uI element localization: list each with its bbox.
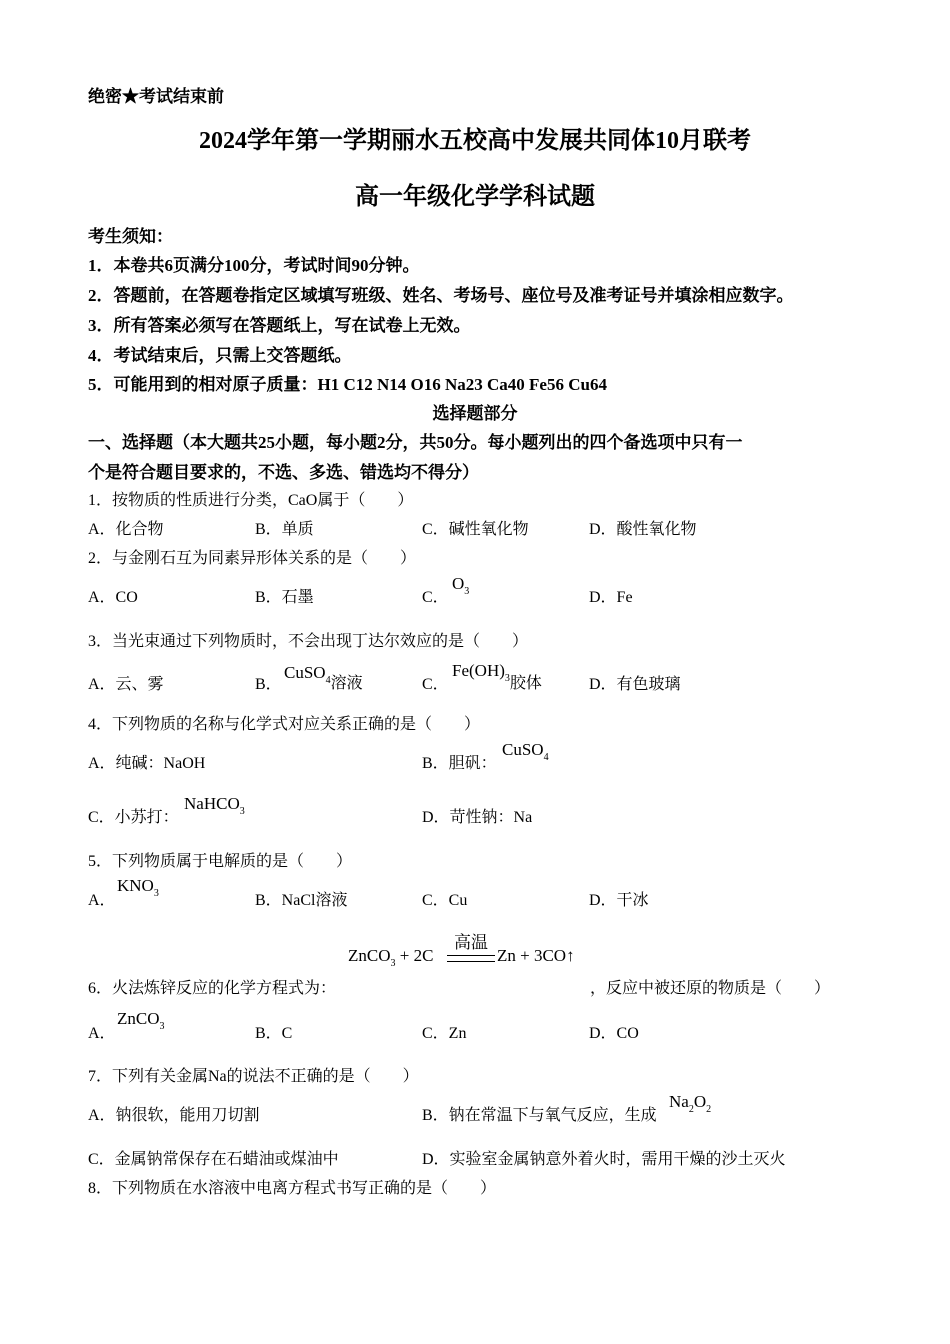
q6-option-a-label: A． — [88, 1025, 116, 1042]
q6-option-c: C．Zn — [422, 1025, 467, 1042]
notice-heading: 考生须知： — [88, 227, 173, 246]
question-5-stem: 5．下列物质属于电解质的是（ ） — [88, 853, 353, 870]
q4-option-c-formula: NaHCO$_3$ — [184, 794, 245, 817]
notice-item: 2．答题前，在答题卷指定区域填写班级、姓名、考场号、座位号及准考证号并填涂相应数字。 — [88, 286, 794, 305]
q3-option-a: A．云、雾 — [88, 676, 164, 693]
notice-item: 4．考试结束后，只需上交答题纸。 — [88, 346, 352, 365]
q6-equation-right: Zn + 3CO↑ — [497, 946, 575, 965]
question-8-stem: 8．下列物质在水溶液中电离方程式书写正确的是（ ） — [88, 1180, 497, 1197]
notice-item: 5．可能用到的相对原子质量：H1 C12 N14 O16 Na23 Ca40 Fe56 Cu64 — [88, 375, 607, 394]
q6-equation-equals-sign — [447, 955, 495, 962]
q6-option-a-formula: ZnCO$_3$ — [117, 1009, 165, 1032]
q1-option-c: C．碱性氧化物 — [422, 521, 529, 538]
q2-option-a: A．CO — [88, 589, 138, 606]
q2-option-c-label: C． — [422, 589, 449, 606]
q4-option-d: D．苛性钠：Na — [422, 809, 533, 826]
q7-option-b-formula: $Na_2O_2$ — [669, 1092, 712, 1115]
q3-option-b-formula: CuSO$_4$溶液 — [284, 663, 363, 692]
q5-option-b: B．NaCl溶液 — [255, 892, 348, 909]
q4-option-b-label: B．胆矾： — [422, 755, 497, 772]
q1-option-b: B．单质 — [255, 521, 314, 538]
exam-title: 2024学年第一学期丽水五校高中发展共同体10月联考 — [199, 128, 751, 154]
q2-option-c-formula: $O_3$ — [452, 574, 470, 597]
q6-option-b: B．C — [255, 1025, 293, 1042]
q7-option-c: C．金属钠常保存在石蜡油或煤油中 — [88, 1151, 339, 1168]
section-heading: 一、选择题（本大题共25小题，每小题2分，共50分。每小题列出的四个备选项中只有一 — [88, 433, 743, 452]
q4-option-a: A．纯碱：NaOH — [88, 755, 206, 772]
q3-option-c-formula: $Fe(OH)_3$胶体 — [452, 661, 542, 692]
notice-item: 1．本卷共6页满分100分，考试时间90分钟。 — [88, 256, 420, 275]
q6-equation-left: ZnCO$_3$ + 2C — [348, 946, 434, 969]
notice-item: 3．所有答案必须写在答题纸上，写在试卷上无效。 — [88, 316, 471, 335]
q1-option-d: D．酸性氧化物 — [589, 521, 697, 538]
q3-option-b-label: B． — [255, 676, 282, 693]
q7-option-d: D．实验室金属钠意外着火时，需用干燥的沙土灭火 — [422, 1151, 786, 1168]
q5-option-c: C．Cu — [422, 892, 468, 909]
section-heading-cont: 个是符合题目要求的，不选、多选、错选均不得分） — [88, 463, 479, 482]
q5-option-a-formula: $KNO_3$ — [117, 876, 159, 899]
section-part: 选择题部分 — [432, 404, 518, 423]
question-1-stem: 1．按物质的性质进行分类，CaO属于（ ） — [88, 492, 414, 509]
q1-option-a: A．化合物 — [88, 521, 164, 538]
question-4-stem: 4．下列物质的名称与化学式对应关系正确的是（ ） — [88, 716, 481, 733]
confidential-mark: 绝密★考试结束前 — [88, 87, 224, 106]
question-7-stem: 7．下列有关金属Na的说法不正确的是（ ） — [88, 1068, 419, 1085]
q4-option-b-formula: CuSO$_4$ — [502, 740, 549, 763]
question-6-stem-tail: ，反应中被还原的物质是（ ） — [590, 980, 831, 997]
q5-option-a-label: A． — [88, 892, 116, 909]
q2-option-b: B．石墨 — [255, 589, 314, 606]
question-2-stem: 2．与金刚石互为同素异形体关系的是（ ） — [88, 550, 417, 567]
q7-option-b-label: B．钠在常温下与氧气反应，生成 — [422, 1107, 657, 1124]
q3-option-d: D．有色玻璃 — [589, 676, 681, 693]
q2-option-d: D．Fe — [589, 589, 633, 606]
question-6-stem: 6．火法炼锌反应的化学方程式为： — [88, 980, 337, 997]
question-3-stem: 3．当光束通过下列物质时，不会出现丁达尔效应的是（ ） — [88, 633, 529, 650]
q6-option-d: D．CO — [589, 1025, 639, 1042]
q7-option-a: A．钠很软，能用刀切割 — [88, 1107, 260, 1124]
q5-option-d: D．干冰 — [589, 892, 649, 909]
q6-equation-condition: 高温 — [454, 933, 488, 952]
q3-option-c-label: C． — [422, 676, 449, 693]
q4-option-c-label: C．小苏打： — [88, 809, 179, 826]
exam-subtitle: 高一年级化学学科试题 — [355, 184, 595, 210]
